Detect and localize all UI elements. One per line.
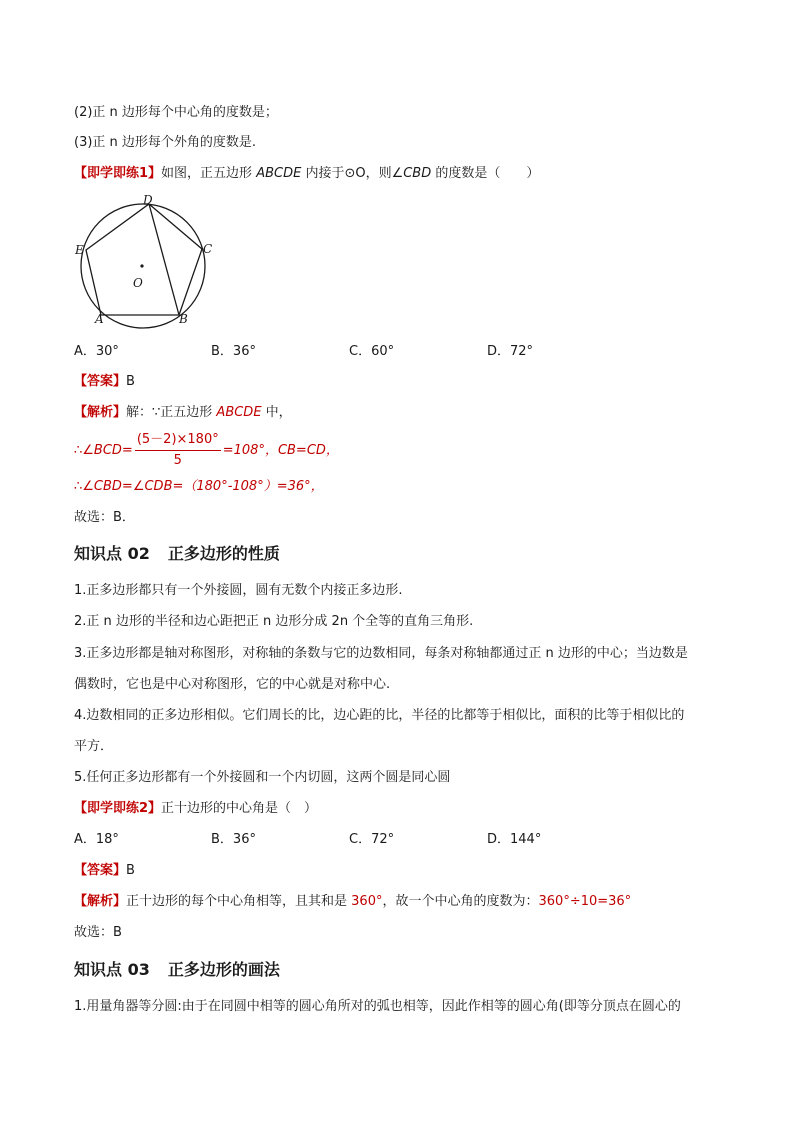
q1-option-b: B．36° [211, 344, 256, 359]
drawing-method-1: 1.用量角器等分圆:由于在同圆中相等的圆心角所对的弧也相等，因此作相等的圆心角(即等分顶点在圆心的 [74, 999, 681, 1014]
q2-answer-tag: 【答案】 [74, 863, 127, 878]
section-02-title: 正多边形的性质 [167, 544, 280, 563]
label-e: E [75, 243, 84, 257]
section-03-title: 正多边形的画法 [167, 960, 280, 979]
property-3: 3.正多边形都是轴对称图形，对称轴的条数与它的边数相同，每条对称轴都通过正 n 边形的中心；当边数是 [74, 646, 688, 661]
q2-option-c: C．72° [349, 832, 395, 847]
q1-stem-poly: ABCDE [256, 166, 302, 181]
q2-stem [74, 800, 317, 818]
q1-analysis-1b: ABCDE [216, 405, 262, 420]
property-4: 4.边数相同的正多边形相似。它们周长的比，边心距的比，半径的比都等于相似比，面积的比等于相似比的 [74, 708, 685, 723]
q1-choose: 故选：B． [74, 510, 135, 525]
section-02-heading [74, 544, 280, 564]
q1-fraction-numerator: (5－2)×180° [135, 430, 221, 451]
property-2: 2.正 n 边形的半径和边心距把正 n 边形分成 2n 个全等的直角三角形. [74, 614, 474, 629]
q2-analysis [74, 893, 631, 911]
q2-analysis-d: 360°÷10=36° [538, 894, 632, 909]
property-3-cont: 偶数时，它也是中心对称图形，它的中心就是对称中心. [74, 677, 391, 692]
q1-fraction [135, 430, 221, 471]
segment-bd [149, 204, 179, 315]
q1-analysis-2a: ∴∠BCD= [74, 443, 133, 458]
property-4-cont: 平方． [74, 739, 114, 754]
q1-analysis-1c: 中， [261, 405, 292, 420]
label-b: B [179, 312, 188, 326]
line-exterior-angle: (3)正 n 边形每个外角的度数是. [74, 135, 257, 150]
q2-analysis-a: 正十边形的每个中心角相等，且其和是 [126, 894, 352, 909]
line-central-angle: (2)正 n 边形每个中心角的度数是； [74, 105, 278, 120]
q1-answer [74, 373, 135, 391]
q2-answer-value: B [126, 863, 135, 878]
pentagon-figure [72, 192, 222, 332]
q1-stem-b: 内接于⊙O，则∠ [301, 166, 404, 181]
q1-fraction-denominator: 5 [173, 453, 182, 468]
q1-stem-angle: CBD [403, 166, 432, 181]
label-c: C [203, 242, 213, 256]
q1-analysis-3: ∴∠CBD=∠CDB=（180°-108°）=36°， [74, 479, 324, 494]
label-a: A [95, 312, 104, 326]
center-point [140, 264, 143, 267]
q1-analysis-tag: 【解析】 [74, 405, 127, 420]
section-03-heading [74, 960, 280, 980]
q1-tag: 【即学即练1】 [74, 166, 162, 181]
q1-stem-a: 如图，正五边形 [161, 166, 257, 181]
label-o: O [133, 276, 143, 290]
q1-option-d: D．72° [487, 344, 534, 359]
section-03-number: 知识点 03 [74, 960, 150, 979]
section-02-number: 知识点 02 [74, 544, 150, 563]
property-5: 5.任何正多边形都有一个外接圆和一个内切圆，这两个圆是同心圆 [74, 770, 451, 785]
q2-analysis-c: ，故一个中心角的度数为： [382, 894, 539, 909]
q1-option-c: C．60° [349, 344, 395, 359]
q2-choose: 故选：B [74, 925, 122, 940]
q1-analysis-2 [74, 430, 339, 471]
q2-option-a: A．18° [74, 832, 119, 847]
q1-stem-c: 的度数是（ ） [431, 166, 540, 181]
q2-stem-text: 正十边形的中心角是（ ） [161, 801, 318, 816]
property-1: 1.正多边形都只有一个外接圆，圆有无数个内接正多边形. [74, 583, 403, 598]
q1-answer-tag: 【答案】 [74, 374, 127, 389]
q2-option-b: B．36° [211, 832, 256, 847]
q1-analysis-1a: 解：∵正五边形 [126, 405, 217, 420]
q1-answer-value: B [126, 374, 135, 389]
q2-tag: 【即学即练2】 [74, 801, 162, 816]
q1-analysis-1 [74, 404, 292, 422]
q2-analysis-b: 360° [351, 894, 383, 909]
q1-option-a: A．30° [74, 344, 119, 359]
q1-stem [74, 165, 539, 183]
label-d: D [143, 193, 153, 207]
q2-answer [74, 862, 135, 880]
q1-analysis-2b: =108°，CB=CD， [222, 443, 339, 458]
q2-analysis-tag: 【解析】 [74, 894, 127, 909]
q2-option-d: D．144° [487, 832, 542, 847]
